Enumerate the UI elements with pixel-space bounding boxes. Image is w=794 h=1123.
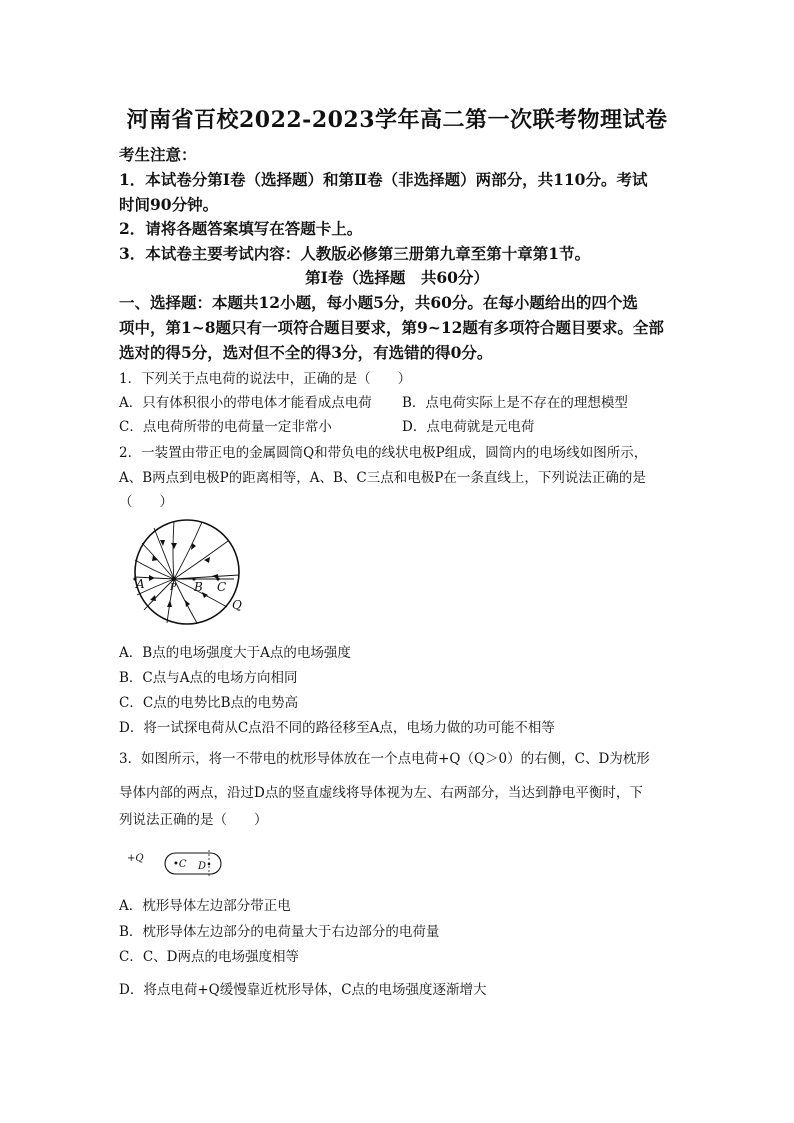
point-d-dot: [208, 863, 211, 866]
electrode-p: [172, 577, 176, 581]
q3-option-c: C．C、D两点的电场强度相等: [119, 949, 299, 965]
label-p: P: [170, 583, 177, 593]
q3-option-d: D．将点电荷+Q缓慢靠近枕形导体，C点的电场强度逐渐增大: [119, 982, 487, 998]
q2-option-d: D．将一试探电荷从C点沿不同的路径移至A点，电场力做的功可能不相等: [119, 720, 555, 736]
q2-stem-2: A、B两点到电极P的距离相等，A、B、C三点和电极P在一条直线上，下列说法正确的是: [119, 470, 646, 486]
notice-item-1-cont: 时间90分钟。: [119, 195, 219, 214]
section-instructions-3: 选对的得5分，选对但不全的得3分，有选错的得0分。: [119, 343, 493, 362]
label-point-d: D: [198, 861, 207, 872]
label-point-c: •C: [173, 859, 187, 870]
q2-option-a: A．B点的电场强度大于A点的电场强度: [119, 645, 351, 661]
notice-item-3: 3．本试卷主要考试内容：人教版必修第三册第九章至第十章第1节。: [119, 244, 591, 263]
label-a: A: [136, 577, 145, 591]
label-q: Q: [232, 598, 242, 612]
q1-option-a: A．只有体积很小的带电体才能看成点电荷: [119, 395, 372, 411]
q1-option-c: C．点电荷所带的电荷量一定非常小: [119, 419, 332, 435]
notice-item-1: 1．本试卷分第Ⅰ卷（选择题）和第Ⅱ卷（非选择题）两部分，共110分。考试: [119, 170, 648, 189]
cylinder-q-outline: [135, 520, 239, 624]
section-instructions-2: 项中，第1~8题只有一项符合题目要求，第9~12题有多项符合题目要求。全部: [119, 318, 664, 337]
q3-stem-1: 3．如图所示，将一不带电的枕形导体放在一个点电荷+Q（Q＞0）的右侧，C、D为枕形: [119, 751, 650, 767]
q1-stem: 1．下列关于点电荷的说法中，正确的是（ ）: [119, 371, 412, 387]
field-lines: [135, 521, 239, 623]
field-arrows: [149, 540, 218, 607]
label-point-charge: +Q: [127, 853, 144, 864]
section-heading: 第Ⅰ卷（选择题 共60分）: [305, 268, 489, 287]
q1-option-d: D．点电荷就是元电荷: [402, 419, 535, 435]
notice-item-2: 2．请将各题答案填写在答题卡上。: [119, 219, 363, 238]
q2-field-figure: [122, 515, 252, 625]
q1-option-b: B．点电荷实际上是不存在的理想模型: [402, 395, 628, 411]
q2-stem-3: （ ）: [119, 494, 173, 510]
q2-option-b: B．C点与A点的电场方向相同: [119, 670, 298, 686]
q3-conductor-figure: [124, 846, 230, 878]
q3-option-b: B．枕形导体左边部分的电荷量大于右边部分的电荷量: [119, 924, 440, 940]
q3-stem-2: 导体内部的两点，沿过D点的竖直虚线将导体视为左、右两部分，当达到静电平衡时，下: [119, 785, 643, 801]
q3-option-a: A．枕形导体左边部分带正电: [119, 898, 291, 914]
notice-heading: 考生注意：: [119, 145, 197, 164]
q2-option-c: C．C点的电势比B点的电势高: [119, 695, 299, 711]
section-instructions-1: 一、选择题：本题共12小题，每小题5分，共60分。在每小题给出的四个选: [119, 293, 638, 312]
label-c: C: [217, 580, 227, 594]
exam-title: 河南省百校2022-2023学年高二第一次联考物理试卷: [126, 107, 668, 133]
label-b: B: [194, 580, 203, 594]
q2-stem-1: 2．一装置由带正电的金属圆筒Q和带负电的线状电极P组成，圆筒内的电场线如图所示，: [119, 445, 648, 461]
q3-stem-3: 列说法正确的是（ ）: [119, 812, 268, 828]
